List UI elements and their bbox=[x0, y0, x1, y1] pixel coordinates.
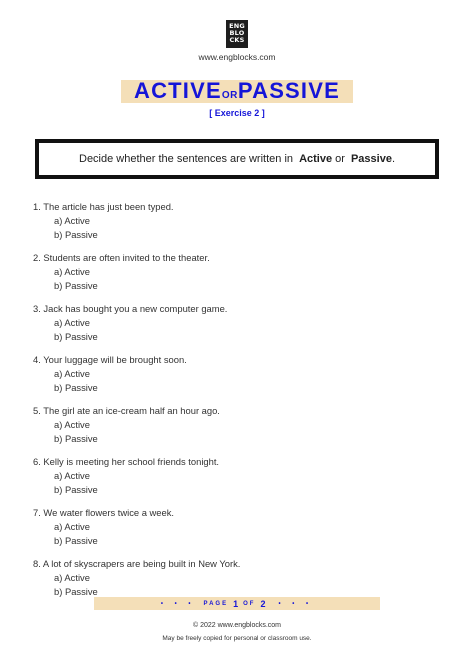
engblocks-logo bbox=[226, 20, 248, 48]
pager-dots-left: • • • bbox=[160, 600, 196, 607]
instructions-prefix: Decide whether the sentences are written in bbox=[79, 153, 294, 165]
question-3 bbox=[33, 302, 443, 344]
option-passive[interactable]: b) Passive bbox=[54, 586, 98, 597]
title-active: ACTIVE bbox=[133, 78, 222, 103]
question-text: 1. The article has just been typed. bbox=[33, 201, 174, 212]
instructions-middle: or bbox=[335, 153, 345, 165]
title-passive: PASSIVE bbox=[237, 78, 340, 103]
option-active[interactable]: a) Active bbox=[54, 572, 90, 583]
option-passive[interactable]: b) Passive bbox=[54, 382, 98, 393]
question-list bbox=[33, 200, 443, 608]
pager-dots-right: • • • bbox=[278, 600, 314, 607]
pager-of-word: OF bbox=[243, 600, 256, 607]
license-text: May be freely copied for personal or classroom use. bbox=[162, 635, 312, 642]
question-2 bbox=[33, 251, 443, 293]
option-passive[interactable]: b) Passive bbox=[54, 484, 98, 495]
option-active[interactable]: a) Active bbox=[54, 317, 90, 328]
exercise-subtitle: [ Exercise 2 ] bbox=[209, 108, 265, 118]
question-text: 4. Your luggage will be brought soon. bbox=[33, 354, 187, 365]
question-text: 8. A lot of skyscrapers are being built in New York. bbox=[33, 558, 241, 569]
instructions-box bbox=[35, 139, 439, 179]
instructions-active: Active bbox=[299, 153, 333, 165]
question-1 bbox=[33, 200, 443, 242]
option-active[interactable]: a) Active bbox=[54, 419, 90, 430]
option-active[interactable]: a) Active bbox=[54, 215, 90, 226]
logo-line-1: ENG bbox=[229, 22, 245, 30]
option-passive[interactable]: b) Passive bbox=[54, 280, 98, 291]
question-text: 7. We water flowers twice a week. bbox=[33, 507, 175, 518]
question-7 bbox=[33, 506, 443, 548]
question-5 bbox=[33, 404, 443, 446]
option-passive[interactable]: b) Passive bbox=[54, 331, 98, 342]
page-indicator bbox=[94, 597, 380, 610]
logo-line-2: BLO bbox=[229, 29, 245, 37]
instructions-passive: Passive bbox=[350, 153, 392, 165]
pager-current-page: 1 bbox=[233, 598, 239, 609]
question-4 bbox=[33, 353, 443, 395]
logo-line-3: CKS bbox=[229, 36, 245, 44]
option-active[interactable]: a) Active bbox=[54, 521, 90, 532]
question-6 bbox=[33, 455, 443, 497]
option-active[interactable]: a) Active bbox=[54, 266, 90, 277]
question-8 bbox=[33, 557, 443, 599]
option-passive[interactable]: b) Passive bbox=[54, 433, 98, 444]
worksheet-title bbox=[0, 77, 474, 110]
option-passive[interactable]: b) Passive bbox=[54, 229, 98, 240]
option-active[interactable]: a) Active bbox=[54, 368, 90, 379]
site-url[interactable]: www.engblocks.com bbox=[198, 52, 276, 62]
option-active[interactable]: a) Active bbox=[54, 470, 90, 481]
instructions-suffix: . bbox=[391, 153, 395, 165]
pager-total-pages: 2 bbox=[260, 598, 266, 609]
question-text: 3. Jack has bought you a new computer game. bbox=[33, 303, 228, 314]
question-text: 5. The girl ate an ice-cream half an hour ago. bbox=[33, 405, 220, 416]
question-text: 2. Students are often invited to the theater. bbox=[33, 252, 210, 263]
copyright-text: © 2022 www.engblocks.com bbox=[192, 622, 282, 629]
option-passive[interactable]: b) Passive bbox=[54, 535, 98, 546]
question-text: 6. Kelly is meeting her school friends tonight. bbox=[33, 456, 220, 467]
pager-page-word: PAGE bbox=[203, 600, 229, 607]
title-or: OR bbox=[221, 90, 238, 101]
